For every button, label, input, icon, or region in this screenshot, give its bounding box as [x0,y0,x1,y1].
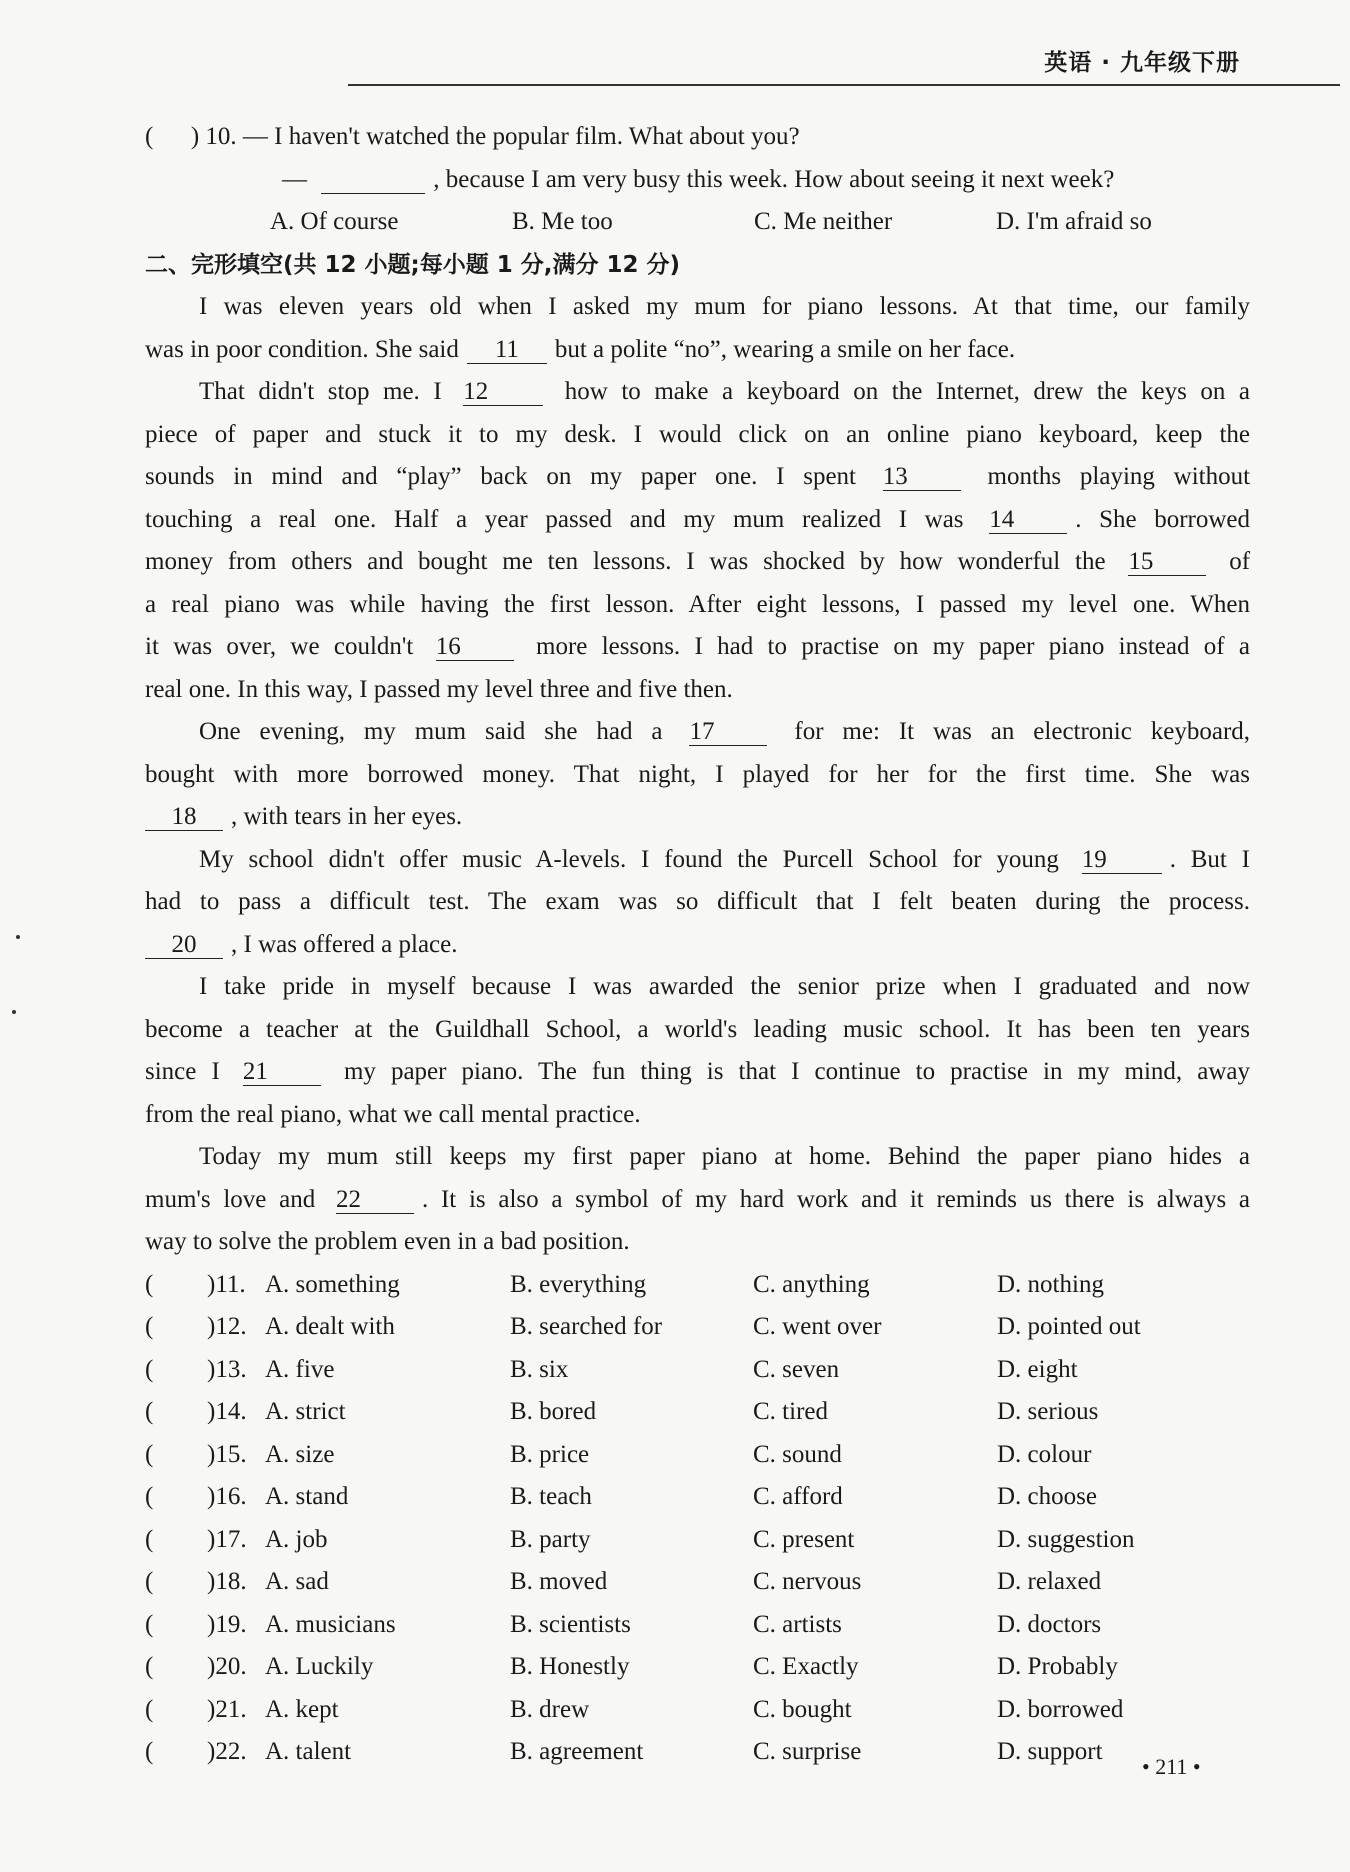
question-10-line2 [145,159,1250,202]
options-list [145,1264,1250,1774]
passage-line: become a teacher at the Guildhall School, a world's leading music school. It has been ten years [145,1015,1250,1043]
passage-line: My school didn't offer music A-levels. I found the Purcell School for young 19 . But I [199,845,1251,873]
option-row: ( )16. A. stand B. teach C. afford D. choose [145,1483,1097,1510]
option-row: ( )21. A. kept B. drew C. bought D. borrowed [145,1695,1124,1723]
passage-line: I take pride in myself because I was awarded the senior prize when I graduated and now [199,973,1250,1000]
blank-15: 15 [1128,549,1206,576]
blank-20: 20 [145,932,223,959]
question-10-options [145,201,1250,244]
option-row: ( )11. A. something B. everything C. anything D. nothing [145,1270,1104,1298]
page-header-title: 英语 · 九年级下册 [1044,50,1240,76]
margin-dot [16,935,20,939]
option-row: ( )19. A. musicians B. scientists C. artists D. doctors [145,1610,1102,1638]
blank-18: 18 [145,804,223,831]
passage-line: That didn't stop me. I 12 how to make a keyboard on the Internet, drew the keys on a [199,378,1250,405]
passage-line: way to solve the problem even in a bad position. [145,1228,630,1255]
passage-line: piece of paper and stuck it to my desk. I would click on an online piano keyboard, keep the [145,420,1250,448]
option-row: ( )15. A. size B. price C. sound D. colour [145,1440,1092,1468]
option-row: ( )22. A. talent B. agreement C. surprise D. support [145,1738,1103,1765]
passage-line: I was eleven years old when I asked my mum for piano lessons. At that time, our family [199,293,1250,320]
option-row: ( )12. A. dealt with B. searched for C. went over D. pointed out [145,1313,1141,1340]
passage-line: was in poor condition. She said 11 but a polite “no”, wearing a smile on her face. [145,335,1016,363]
option-d: D. I'm afraid so [996,208,1152,235]
question-number: 10. [205,123,237,150]
passage-line: it was over, we couldn't 16 more lessons. I had to practise on my paper piano instead of a [145,633,1251,660]
passage-line: since I 21 my paper piano. The fun thing is that I continue to practise in my mind, away [145,1058,1251,1085]
question-10-line1 [145,116,1250,159]
blank-11: 11 [467,337,547,364]
page-content [145,116,1250,1774]
option-row: ( )13. A. five B. six C. seven D. eight [145,1355,1078,1383]
option-b: B. Me too [512,208,613,235]
dash: — [282,165,307,193]
passage-line: 18 , with tears in her eyes. [145,796,1250,839]
page-number: • 211 • [1142,1754,1201,1779]
passage-line: money from others and bought me ten lessons. I was shocked by how wonderful the 15 of [145,548,1251,575]
option-row: ( )14. A. strict B. bored C. tired D. serious [145,1398,1099,1425]
blank-16: 16 [436,634,514,661]
option-c: C. Me neither [754,208,893,235]
section-title: 二、完形填空(共 12 小题;每小题 1 分,满分 12 分) [145,251,681,278]
passage-line: Today my mum still keeps my first paper piano at home. Behind the paper piano hides a [199,1143,1250,1170]
passage-line: real one. In this way, I passed my level three and five then. [145,675,733,703]
blank-12: 12 [463,379,543,406]
option-a: A. Of course [270,208,399,235]
passage-line: One evening, my mum said she had a 17 for me: It was an electronic keyboard, [199,718,1251,745]
passage-line: bought with more borrowed money. That night, I played for her for the first time. She was [145,760,1250,788]
blank-14: 14 [989,507,1067,534]
option-row: ( )20. A. Luckily B. Honestly C. Exactly D. Probably [145,1653,1118,1680]
passage-line: had to pass a difficult test. The exam was so difficult that I felt beaten during the process. [145,888,1250,915]
blank-21: 21 [243,1059,321,1086]
passage-line: 20 , I was offered a place. [145,924,1250,967]
question-text: — I haven't watched the popular film. What about you? [242,123,800,150]
answer-paren: ( ) [145,123,200,150]
blank-22: 22 [336,1187,414,1214]
answer-blank [321,167,425,194]
blank-17: 17 [689,719,767,746]
passage-line: sounds in mind and “play” back on my paper one. I spent 13 months playing without [145,463,1251,490]
passage-line: a real piano was while having the first lesson. After eight lessons, I passed my level one. When [145,590,1250,618]
header-rule [348,84,1340,86]
blank-13: 13 [883,464,961,491]
question-text: , because I am very busy this week. How about seeing it next week? [433,165,1115,193]
passage-line: from the real piano, what we call mental practice. [145,1100,641,1128]
passage-line: mum's love and 22 . It is also a symbol of my hard work and it reminds us there is always a [145,1185,1251,1213]
margin-dot [12,1010,16,1014]
blank-19: 19 [1082,847,1162,874]
option-row: ( )18. A. sad B. moved C. nervous D. relaxed [145,1568,1102,1595]
option-row: ( )17. A. job B. party C. present D. suggestion [145,1525,1135,1553]
passage-line: touching a real one. Half a year passed and my mum realized I was 14 . She borrowed [145,505,1251,533]
